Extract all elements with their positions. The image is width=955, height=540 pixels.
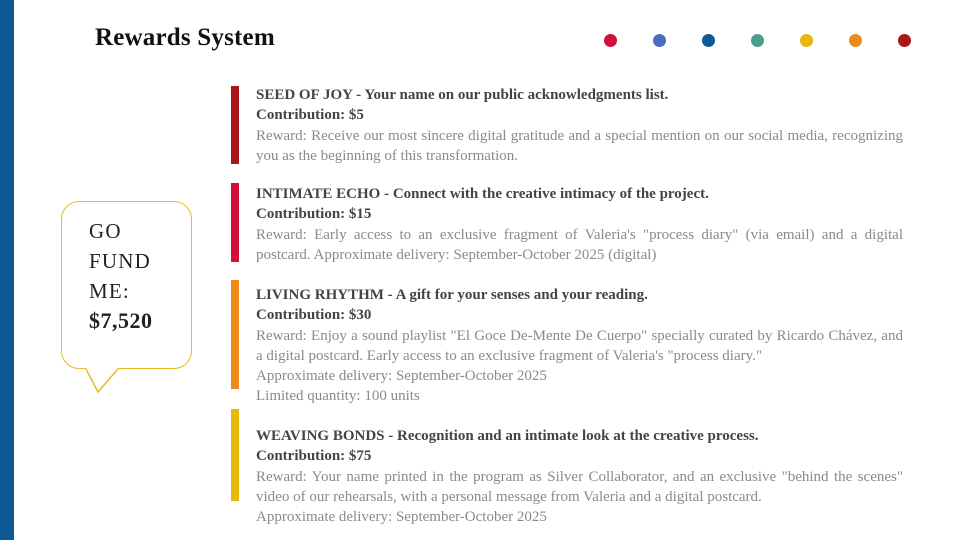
tier-contribution: Contribution: $75 <box>256 448 372 465</box>
gofundme-text <box>89 216 153 336</box>
tier-color-bar <box>231 183 239 262</box>
tier-delivery-text: Approximate delivery: September-October 2025 <box>256 368 547 385</box>
tier-color-bar <box>231 280 239 389</box>
tier-title: LIVING RHYTHM - A gift for your senses and your reading. <box>256 287 648 303</box>
tier-reward-text: Reward: Your name printed in the program as Silver Collaborator, and an exclusive "behind the scenes" video of our rehearsals, with a personal message from Valeria and a digital postcard. <box>256 468 903 505</box>
color-dot <box>604 34 617 47</box>
gofundme-speech-bubble <box>61 201 192 369</box>
left-accent-bar <box>0 0 14 540</box>
tier-color-bar <box>231 86 239 164</box>
tier-contribution: Contribution: $30 <box>256 307 372 324</box>
tier-title: SEED OF JOY - Your name on our public acknowledgments list. <box>256 87 669 103</box>
tier-contribution: Contribution: $5 <box>256 107 364 124</box>
color-dot <box>800 34 813 47</box>
tier-contribution: Contribution: $15 <box>256 206 372 223</box>
tier-delivery-text: Approximate delivery: September-October 2025 <box>256 509 547 526</box>
tier-title: INTIMATE ECHO - Connect with the creative intimacy of the project. <box>256 186 709 202</box>
color-dot <box>849 34 862 47</box>
tier-reward-text: Reward: Receive our most sincere digital gratitude and a special mention on our social media, recognizing you as the beginning of this transformation. <box>256 127 903 164</box>
tier-reward-text: Reward: Enjoy a sound playlist "El Goce De-Mente De Cuerpo" specially curated by Ricardo Chávez, and a digital postcard. Early access to an exclusive fragment of Valeria's "process diary." <box>256 327 903 364</box>
bubble-line-me: ME: <box>89 279 130 303</box>
color-dot <box>751 34 764 47</box>
page-title: Rewards System <box>95 24 275 51</box>
tier-content <box>256 85 903 166</box>
color-dot <box>653 34 666 47</box>
tier-quantity-text: Limited quantity: 100 units <box>256 388 420 405</box>
tier-content <box>256 285 903 407</box>
bubble-line-fund: FUND <box>89 249 151 273</box>
tier-title: WEAVING BONDS - Recognition and an intimate look at the creative process. <box>256 428 759 444</box>
color-dot <box>898 34 911 47</box>
tier-content <box>256 426 903 527</box>
color-dot <box>702 34 715 47</box>
tier-reward-text: Reward: Early access to an exclusive fragment of Valeria's "process diary" (via email) and a digital postcard. Approximate delivery: September-October 2025 (digital) <box>256 226 903 263</box>
bubble-line-go: GO <box>89 219 122 243</box>
tier-color-bar <box>231 409 239 501</box>
gofundme-amount: $7,520 <box>89 308 153 333</box>
color-dots-row <box>0 34 955 48</box>
tier-content <box>256 184 903 265</box>
